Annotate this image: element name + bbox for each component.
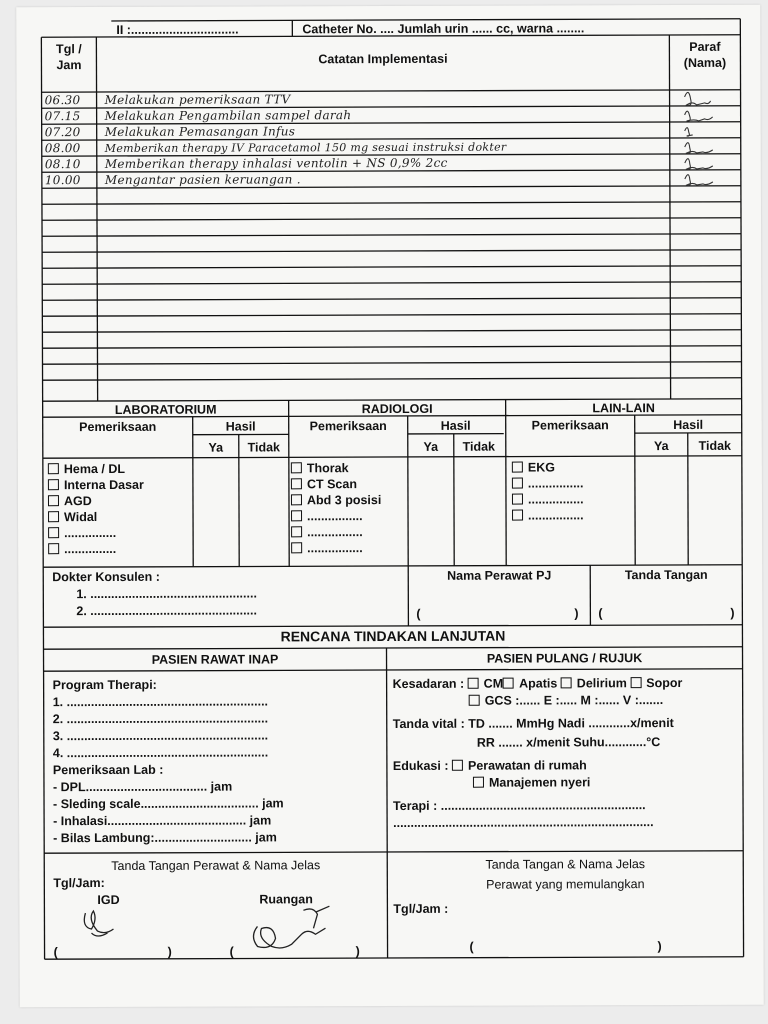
form-sheet: [16, 5, 763, 1008]
lab-line: - DPL................................... jam: [52, 779, 233, 795]
rad-item[interactable]: ................: [291, 524, 381, 540]
row-time: 07.20: [44, 125, 81, 140]
discharge-sign-title: Tanda Tangan & Nama Jelas: [485, 857, 646, 872]
checkbox-icon[interactable]: [468, 678, 479, 689]
other-no-col: Tidak: [698, 438, 732, 453]
rad-exam-col: Pemeriksaan: [309, 419, 387, 434]
row-time: 08.10: [44, 157, 81, 172]
col-time-label: Jam: [56, 58, 82, 73]
catheter-label: Catheter No. .... Jumlah urin ...... cc, warna ........: [302, 21, 585, 37]
checkbox-icon[interactable]: [291, 462, 302, 473]
other-item[interactable]: ................: [512, 491, 584, 507]
paraf-header: [669, 39, 740, 71]
checkbox-icon[interactable]: [291, 510, 302, 521]
checkbox-icon[interactable]: [512, 478, 523, 489]
other-items: [512, 459, 584, 523]
lab-item[interactable]: AGD: [48, 493, 144, 509]
other-result-col: Hasil: [673, 417, 704, 433]
consciousness-label: Kesadaran :: [392, 676, 468, 691]
col-date-label: Tgl /: [56, 42, 82, 57]
checkbox-icon[interactable]: [512, 494, 523, 505]
rad-yes-col: Ya: [423, 439, 439, 454]
other-exam-col: Pemeriksaan: [531, 418, 609, 433]
col-sign-label: Paraf: [689, 39, 721, 54]
signature-label: Tanda Tangan: [624, 567, 708, 583]
checkbox-icon[interactable]: [48, 511, 59, 522]
discharge-nurse-label: Perawat yang memulangkan: [486, 877, 645, 892]
room-label: Ruangan: [259, 892, 313, 907]
checkbox-icon[interactable]: [291, 478, 302, 489]
col-sign-name-label: (Nama): [683, 55, 727, 70]
paren-open: (: [229, 944, 234, 959]
paren-close: ): [657, 939, 662, 954]
rad-item[interactable]: ................: [291, 540, 381, 556]
rad-items: [291, 460, 382, 556]
nurse-sign-title: Tanda Tangan Perawat & Nama Jelas: [111, 858, 321, 873]
therapy-line: 3. ..........................................................: [52, 728, 269, 744]
therapy-line: Terapi : ...........................................................: [393, 798, 646, 813]
education-label: Edukasi :: [392, 758, 449, 773]
nurse-signatures: [84, 906, 329, 948]
nurse-pj-label: Nama Perawat PJ: [447, 568, 552, 583]
paren-open: (: [598, 606, 603, 621]
lab-line: - Sleding scale.................................. jam: [53, 796, 284, 812]
checkbox-icon[interactable]: [452, 760, 463, 771]
checkbox-icon[interactable]: [503, 678, 514, 689]
other-item[interactable]: ................: [512, 507, 584, 523]
doctor-consultant-label: Dokter Konsulen :: [52, 569, 160, 585]
paren-open: (: [53, 945, 58, 960]
program-therapy-label: Program Therapi:: [52, 677, 157, 693]
other-yes-col: Ya: [653, 439, 669, 454]
plan-title: RENCANA TINDAKAN LANJUTAN: [280, 627, 506, 645]
rad-item[interactable]: ................: [291, 508, 381, 524]
lab-yes-col: Ya: [208, 440, 224, 455]
consultant-line: 2. ................................................: [76, 603, 257, 619]
lab-exam-label: Pemeriksaan Lab :: [52, 762, 164, 778]
checkbox-icon[interactable]: [469, 695, 480, 706]
discharge-header: PASIEN PULANG / RUJUK: [486, 651, 643, 666]
tgl-jam-header: [41, 41, 96, 73]
checkbox-icon[interactable]: [48, 463, 59, 474]
paren-open: (: [469, 939, 474, 954]
checkbox-icon[interactable]: [561, 677, 572, 688]
vital-line: Tanda vital : TD ....... MmHg Nadi ............x/menit: [392, 716, 674, 731]
checkbox-icon[interactable]: [512, 462, 523, 473]
lab-exam-col: Pemeriksaan: [79, 419, 157, 435]
igd-label: IGD: [97, 892, 120, 908]
row-note: Memberikan therapy IV Paracetamol 150 mg sesuai instruksi dokter: [104, 140, 507, 155]
inpatient-header: PASIEN RAWAT INAP: [151, 652, 279, 667]
therapy-line: ...........................................................................: [393, 815, 654, 830]
rad-no-col: Tidak: [462, 439, 496, 454]
datetime-label: Tgl/Jam:: [53, 875, 105, 891]
checkbox-icon[interactable]: [512, 510, 523, 521]
rad-item[interactable]: Abd 3 posisi: [291, 492, 381, 508]
vital-line: RR ....... x/menit Suhu............°C: [476, 735, 661, 750]
therapy-line: 4. ..........................................................: [52, 745, 269, 761]
rad-item[interactable]: Thorak: [291, 460, 381, 476]
row-note: Melakukan Pengambilan sampel darah: [104, 108, 352, 123]
row-note: Memberikan therapy inhalasi ventolin + NS 0,9% 2cc: [104, 155, 448, 171]
paren-close: ): [167, 944, 172, 959]
lab-no-col: Tidak: [247, 440, 281, 455]
row-note: Melakukan Pemasangan Infus: [104, 124, 296, 139]
row-time: 07.15: [44, 109, 81, 124]
checkbox-icon[interactable]: [291, 526, 302, 537]
other-header: LAIN-LAIN: [592, 401, 655, 416]
lab-items: [48, 461, 144, 557]
other-item[interactable]: ................: [512, 475, 584, 491]
consultant-line: 1. ................................................: [76, 586, 257, 602]
checkbox-icon[interactable]: [48, 543, 59, 554]
inpatient-block: [53, 676, 284, 847]
paraf-signatures: [685, 92, 713, 185]
checkbox-icon[interactable]: [291, 542, 302, 553]
checkbox-icon[interactable]: [473, 777, 484, 788]
checkbox-icon[interactable]: [630, 677, 641, 688]
paren-close: ): [730, 605, 735, 620]
lab-item[interactable]: Widal: [48, 509, 144, 525]
paren-open: (: [416, 606, 421, 621]
checkbox-icon[interactable]: [48, 495, 59, 506]
lab-item[interactable]: Interna Dasar: [48, 477, 144, 493]
lab-item[interactable]: Hema / DL: [48, 461, 144, 477]
radiology-header: RADIOLOGI: [361, 401, 433, 417]
checkbox-icon[interactable]: [48, 479, 59, 490]
row-note: Mengantar pasien keruangan .: [104, 172, 301, 187]
other-item[interactable]: EKG: [512, 459, 584, 475]
lab-line: - Inhalasi........................................ jam: [53, 813, 272, 829]
paren-close: ): [574, 606, 579, 621]
catatan-header: Catatan Implementasi: [318, 51, 448, 67]
row-time: 08.00: [44, 141, 81, 156]
lab-item[interactable]: ...............: [48, 541, 144, 557]
datetime-label: Tgl/Jam :: [393, 901, 449, 916]
row-time: 10.00: [44, 173, 81, 188]
discharge-block: Kesadaran : CM Apatis Delirium Sopor GCS :...... E :..... M :...... V :....... Tanda vital : TD ....... MmHg Nadi ............x/menit RR ....... x/menit Suhu............°C Edukasi : Perawatan di rumah Manajemen nyeri Terapi : ........................................................... ...........................................................................: [392, 675, 683, 830]
row-note: Melakukan pemeriksaan TTV: [104, 92, 291, 107]
therapy-line: 1. ..........................................................: [52, 694, 269, 710]
therapy-line: 2. ..........................................................: [52, 711, 269, 727]
rad-item[interactable]: CT Scan: [291, 476, 381, 492]
il-label: II :...............................: [116, 22, 239, 37]
lab-header: LABORATORIUM: [114, 402, 217, 417]
checkbox-icon[interactable]: [291, 494, 302, 505]
lab-result-col: Hasil: [225, 419, 256, 434]
checkbox-icon[interactable]: [48, 527, 59, 538]
row-time: 06.30: [44, 93, 81, 108]
lab-item[interactable]: ...............: [48, 525, 144, 541]
rad-result-col: Hasil: [440, 418, 471, 433]
lab-line: - Bilas Lambung:............................ jam: [53, 830, 277, 846]
paren-close: ): [355, 944, 360, 959]
